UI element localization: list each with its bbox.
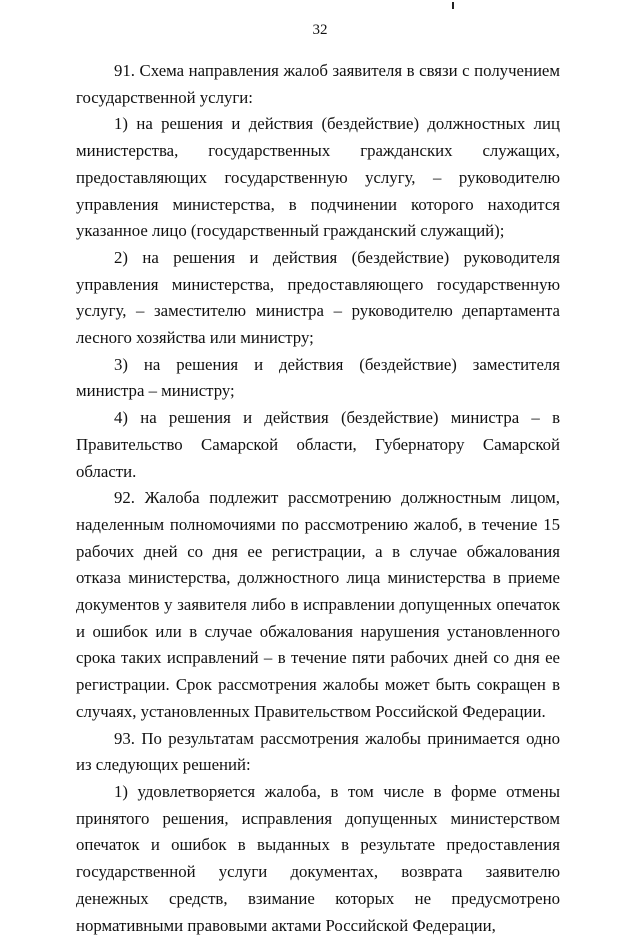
scan-mark <box>452 2 454 9</box>
paragraph-91-item-3: 3) на решения и действия (бездействие) заместителя министра – министру; <box>76 354 560 401</box>
paragraph-91-item-1: 1) на решения и действия (бездействие) должностных лиц министерства, государственных гражданских служащих, предоставляющих государственную услугу, – руководителю управления министерства, в подчинении которого находится указанное лицо (государственный гражданский служащий); <box>76 114 560 241</box>
paragraph-92: 92. Жалоба подлежит рассмотрению должностным лицом, наделенным полномочиями по рассмотрению жалоб, в течение 15 рабочих дней со дня ее регистрации, а в случае обжалования отказа министерства, должностного лица министерства в приеме документов у заявителя либо в исправлении допущенных опечаток и ошибок или в случае обжалования нарушения установленного срока таких исправлений – в течение пяти рабочих дней со дня ее регистрации. Срок рассмотрения жалобы может быть сокращен в случаях, установленных Правительством Российской Федерации. <box>76 488 560 721</box>
paragraph-91-item-2: 2) на решения и действия (бездействие) руководителя управления министерства, предоставляющего государственную услугу, – заместителю министра – руководителю департамента лесного хозяйства или министру; <box>76 247 560 348</box>
paragraph-93: 93. По результатам рассмотрения жалобы принимается одно из следующих решений: <box>76 728 560 775</box>
page-number: 32 <box>312 22 328 38</box>
paragraph-91-item-4: 4) на решения и действия (бездействие) министра – в Правительство Самарской области, Губернатору Самарской области. <box>76 408 560 481</box>
document-body <box>76 58 560 939</box>
paragraph-91: 91. Схема направления жалоб заявителя в связи с получением государственной услуги: <box>76 61 560 107</box>
paragraph-93-item-1: 1) удовлетворяется жалоба, в том числе в форме отмены принятого решения, исправления допущенных министерством опечаток и ошибок в выданных в результате предоставления государственной услуги документах, возврата заявителю денежных средств, взимание которых не предусмотрено нормативными правовыми актами Российской Федерации, <box>76 781 560 935</box>
